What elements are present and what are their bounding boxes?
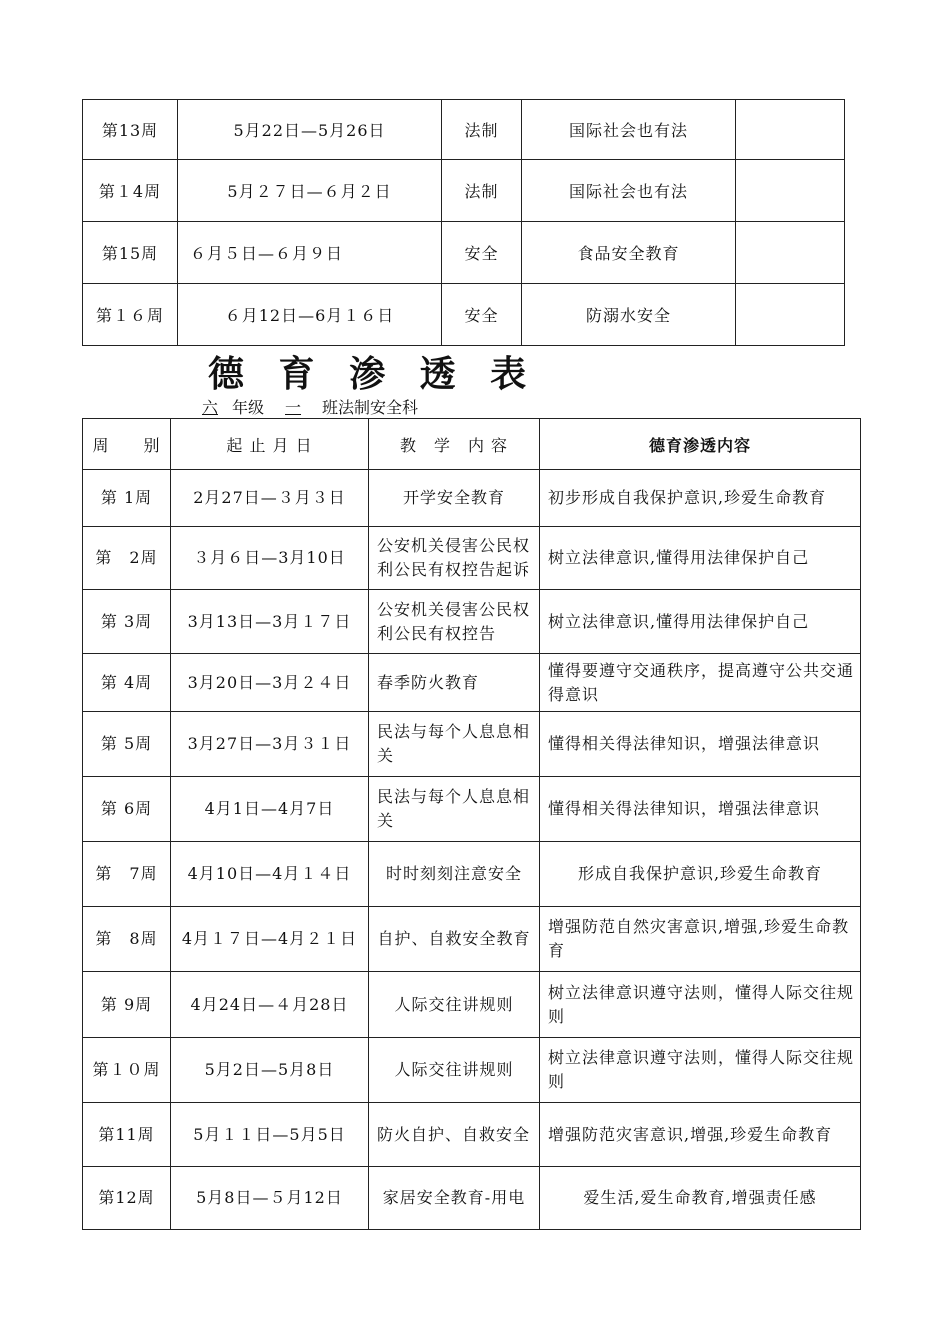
note-cell [736, 100, 845, 160]
document-title: 德 育 渗 透 表 [208, 353, 531, 395]
table-header-row [83, 419, 861, 470]
week-cell [83, 712, 171, 777]
note-cell [736, 284, 845, 346]
dates-cell: ６月５日—６月９日 [178, 222, 442, 284]
week-cell [83, 1038, 171, 1103]
week-cell-text: 第 2周 [95, 548, 158, 567]
dates-cell: ６月12日—6月１６日 [178, 284, 442, 346]
teaching-content-cell-text: 公安机关侵害公民权利公民有权控告起诉 [377, 536, 531, 579]
category-cell: 法制 [442, 160, 522, 222]
dates-cell-text: 4月24日—４月28日 [190, 994, 349, 1014]
teaching-content-cell [369, 712, 540, 777]
dates-cell-text: 5月2日—5月8日 [204, 1060, 335, 1079]
teaching-content-cell-text: 自护、自救安全教育 [377, 929, 531, 948]
table-row [83, 160, 845, 222]
category-cell: 安全 [442, 284, 522, 346]
table-row [83, 777, 861, 842]
teaching-content-cell-text: 春季防火教育 [377, 672, 480, 692]
dates-cell-text: 3月13日—3月１７日 [187, 611, 352, 631]
dates-cell-text: 4月10日—4月１４日 [187, 864, 352, 883]
topic-cell: 国际社会也有法 [522, 100, 736, 160]
week-cell-text: 第 4周 [100, 672, 153, 692]
moral-content-cell-text: 树立法律意识遵守法则，懂得人际交往规则 [548, 982, 855, 1026]
teaching-content-cell [369, 654, 540, 712]
dates-cell-text: 4月1日—4月7日 [204, 799, 335, 818]
teaching-content-cell [369, 527, 540, 590]
moral-content-cell [540, 654, 861, 712]
table-row [83, 284, 845, 346]
table-row [83, 654, 861, 712]
category-cell: 法制 [442, 100, 522, 160]
moral-content-cell-text: 树立法律意识,懂得用法律保护自己 [548, 611, 810, 631]
week-cell-text: 第12周 [98, 1188, 155, 1207]
moral-content-cell-text: 爱生活,爱生命教育,增强责任感 [583, 1188, 817, 1207]
dates-cell-text: ３月６日—3月10日 [193, 548, 346, 567]
class-subtitle [188, 395, 418, 418]
moral-content-cell-text: 懂得要遵守交通秩序，提高遵守公共交通得意识 [548, 660, 855, 704]
teaching-content-cell [369, 590, 540, 654]
week-cell-text: 第１０周 [92, 1060, 161, 1079]
moral-content-cell [540, 842, 861, 907]
dates-cell [171, 972, 369, 1038]
week-cell: 第１６周 [83, 284, 178, 346]
note-cell [736, 160, 845, 222]
week-cell-text: 第 3周 [100, 611, 153, 631]
moral-content-cell-text: 树立法律意识,懂得用法律保护自己 [548, 548, 810, 567]
moral-education-table [82, 418, 861, 1230]
teaching-content-cell-text: 家居安全教育-用电 [382, 1188, 526, 1207]
dates-cell-text: 4月１７日—4月２１日 [181, 929, 358, 948]
dates-cell [171, 1038, 369, 1103]
teaching-content-cell-text: 民法与每个人息息相关 [377, 787, 531, 830]
week-cell: 第13周 [83, 100, 178, 160]
topic-cell: 防溺水安全 [522, 284, 736, 346]
week-cell-text: 第 6周 [100, 799, 153, 818]
week-cell [83, 777, 171, 842]
moral-content-cell [540, 972, 861, 1038]
dates-cell [171, 842, 369, 907]
weekly-schedule-table-continued [82, 99, 845, 346]
table-row [83, 1038, 861, 1103]
week-cell [83, 1167, 171, 1230]
moral-content-cell-text: 懂得相关得法律知识，增强法律意识 [548, 734, 821, 753]
teaching-content-cell-text: 人际交往讲规则 [394, 1060, 514, 1079]
header-moral-content: 德育渗透内容 [540, 419, 861, 470]
teaching-content-cell-text: 人际交往讲规则 [394, 994, 514, 1014]
week-cell-text: 第 9周 [100, 994, 153, 1014]
table-row [83, 1167, 861, 1230]
moral-content-cell-text: 增强防范灾害意识,增强,珍爱生命教育 [548, 1124, 833, 1144]
header-dates: 起 止 月 日 [171, 419, 369, 470]
dates-cell-text: 3月20日—3月２４日 [187, 672, 352, 692]
moral-content-cell-text: 树立法律意识遵守法则，懂得人际交往规则 [548, 1048, 855, 1091]
dates-cell: 5月22日—5月26日 [178, 100, 442, 160]
dates-cell-text: 3月27日—3月３１日 [187, 734, 352, 753]
teaching-content-cell-text: 公安机关侵害公民权利公民有权控告 [377, 599, 531, 643]
grade-value: 六 [201, 398, 218, 417]
week-cell: 第１4周 [83, 160, 178, 222]
topic-cell: 食品安全教育 [522, 222, 736, 284]
dates-cell [171, 654, 369, 712]
teaching-content-cell [369, 777, 540, 842]
week-cell [83, 1103, 171, 1167]
week-cell [83, 907, 171, 972]
teaching-content-cell-text: 开学安全教育 [402, 488, 505, 507]
header-week: 周 别 [83, 419, 171, 470]
week-cell [83, 842, 171, 907]
teaching-content-cell-text: 民法与每个人息息相关 [377, 722, 531, 765]
moral-content-cell-text: 增强防范自然灾害意识,增强,珍爱生命教育 [548, 917, 850, 960]
moral-content-cell [540, 1038, 861, 1103]
teaching-content-cell [369, 907, 540, 972]
table-row [83, 907, 861, 972]
table-row [83, 842, 861, 907]
week-cell [83, 470, 171, 527]
week-cell [83, 590, 171, 654]
teaching-content-cell [369, 1103, 540, 1167]
week-cell [83, 527, 171, 590]
moral-content-cell-text: 初步形成自我保护意识,珍爱生命教育 [548, 488, 827, 507]
week-cell-text: 第 1周 [100, 488, 153, 507]
dates-cell: 5月２７日—６月２日 [178, 160, 442, 222]
dates-cell [171, 907, 369, 972]
week-cell-text: 第 8周 [95, 929, 158, 948]
week-cell [83, 972, 171, 1038]
table-row [83, 100, 845, 160]
table-row [83, 527, 861, 590]
moral-content-cell [540, 777, 861, 842]
teaching-content-cell [369, 470, 540, 527]
dates-cell [171, 1167, 369, 1230]
week-cell-text: 第 5周 [100, 734, 153, 753]
week-cell-text: 第11周 [98, 1124, 155, 1144]
dates-cell [171, 470, 369, 527]
table-row [83, 222, 845, 284]
category-cell: 安全 [442, 222, 522, 284]
table-row [83, 712, 861, 777]
week-cell-text: 第 7周 [95, 864, 158, 883]
class-label: 班法制安全科 [322, 398, 419, 417]
moral-content-cell-text: 形成自我保护意识,珍爱生命教育 [577, 864, 823, 883]
moral-content-cell [540, 1103, 861, 1167]
week-cell [83, 654, 171, 712]
dates-cell [171, 527, 369, 590]
note-cell [736, 222, 845, 284]
dates-cell [171, 1103, 369, 1167]
dates-cell [171, 777, 369, 842]
teaching-content-cell [369, 1167, 540, 1230]
grade-label: 年级 [232, 398, 265, 417]
table-row [83, 972, 861, 1038]
moral-content-cell [540, 712, 861, 777]
moral-content-cell [540, 590, 861, 654]
teaching-content-cell-text: 防火自护、自救安全 [377, 1124, 531, 1144]
moral-content-cell-text: 懂得相关得法律知识，增强法律意识 [548, 799, 821, 818]
class-value: 一 [285, 398, 302, 417]
dates-cell [171, 712, 369, 777]
teaching-content-cell [369, 1038, 540, 1103]
dates-cell [171, 590, 369, 654]
dates-cell-text: 5月8日—５月12日 [196, 1188, 343, 1207]
header-content: 教 学 内 容 [369, 419, 540, 470]
dates-cell-text: 2月27日—３月３日 [193, 488, 346, 507]
table-row [83, 1103, 861, 1167]
dates-cell-text: 5月１１日—5月5日 [193, 1124, 346, 1144]
moral-content-cell [540, 527, 861, 590]
teaching-content-cell [369, 972, 540, 1038]
topic-cell: 国际社会也有法 [522, 160, 736, 222]
table-row [83, 590, 861, 654]
table-row [83, 470, 861, 527]
teaching-content-cell-text: 时时刻刻注意安全 [385, 864, 522, 883]
moral-content-cell [540, 470, 861, 527]
week-cell: 第15周 [83, 222, 178, 284]
moral-content-cell [540, 907, 861, 972]
moral-content-cell [540, 1167, 861, 1230]
teaching-content-cell [369, 842, 540, 907]
